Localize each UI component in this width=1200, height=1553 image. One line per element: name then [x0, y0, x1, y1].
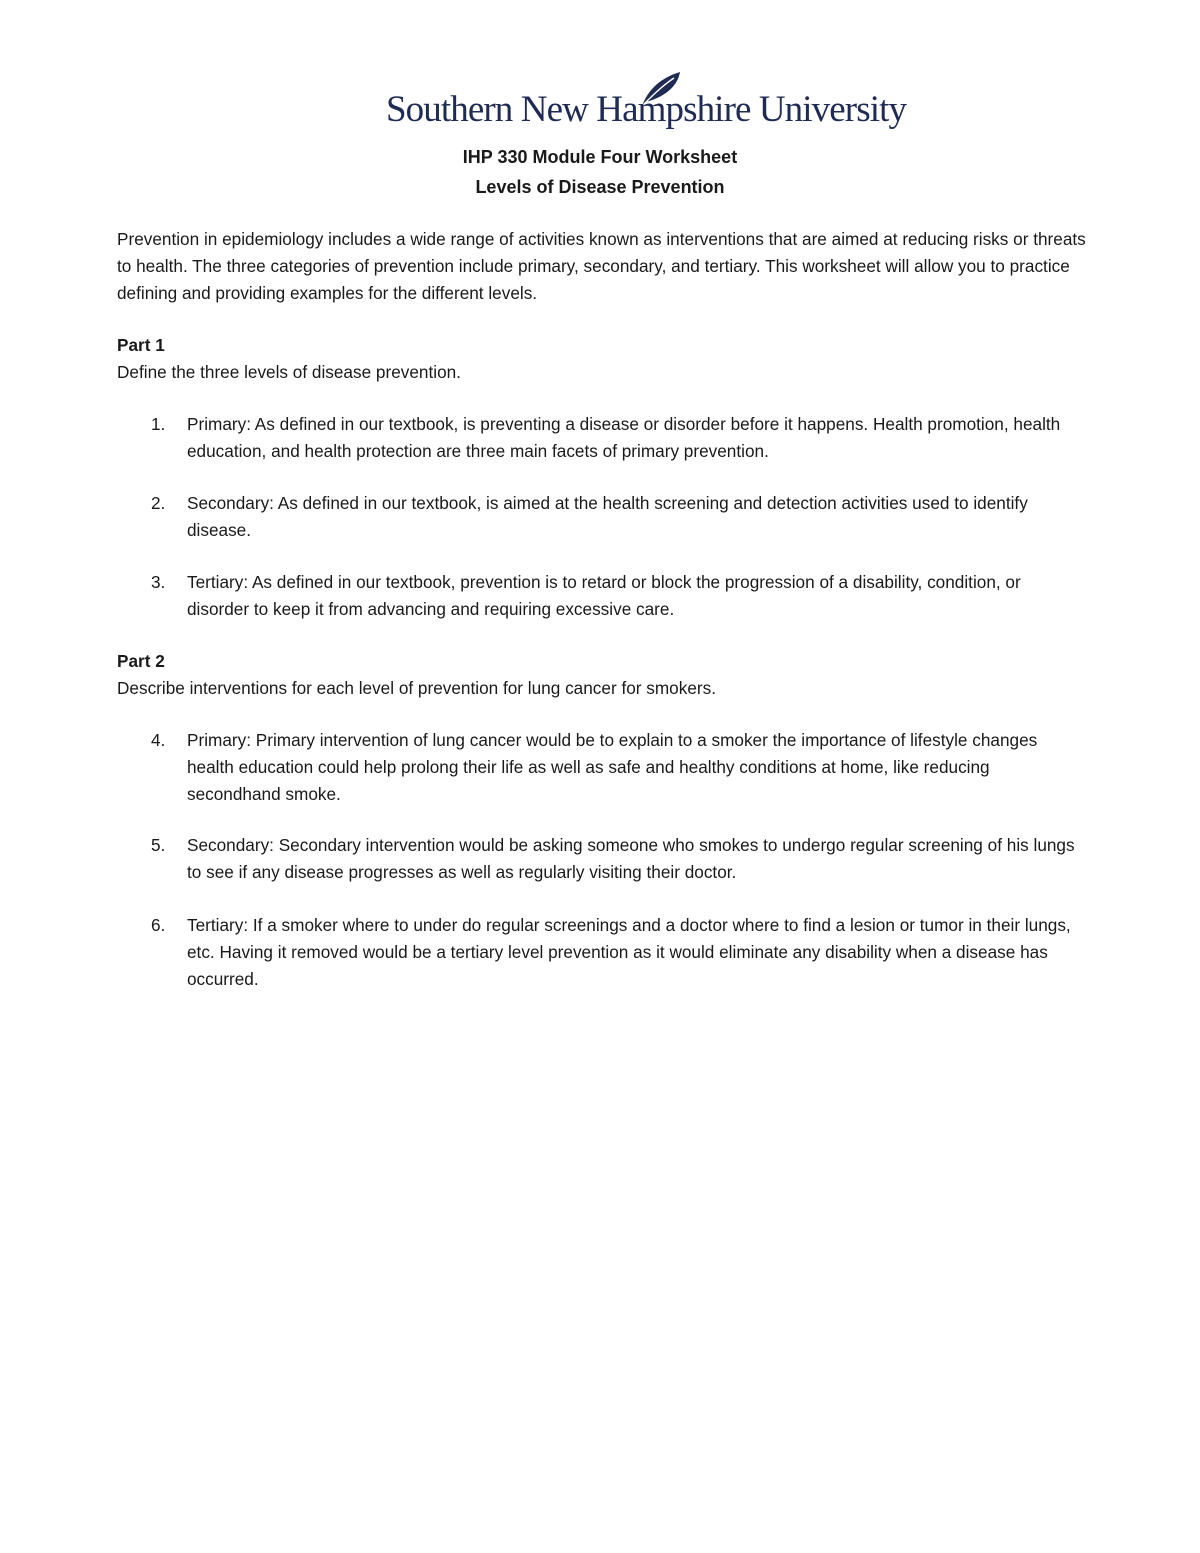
part1-instruction: Define the three levels of disease prevention.: [117, 362, 461, 382]
university-logo: [386, 70, 907, 136]
part1-header-block: [117, 332, 1087, 386]
list-item-number: 4.: [151, 730, 166, 750]
part2-heading: Part 2: [117, 651, 165, 671]
intro-paragraph: Prevention in epidemiology includes a wide range of activities known as interventions that are aimed at reducing risks or threats to health. The three categories of prevention include primary, secondary, and tertiary. This worksheet will allow you to practice defining and providing examples for the different levels.: [117, 229, 1086, 303]
list-item: [117, 912, 1087, 993]
title-block: [0, 142, 1200, 202]
list-item: [117, 490, 1087, 544]
list-item-text: Primary: Primary intervention of lung cancer would be to explain to a smoker the importance of lifestyle changes health education could help prolong their life as well as safe and healthy conditions at home, like reducing secondhand smoke.: [187, 730, 1038, 804]
list-item: [117, 569, 1087, 623]
list-item-number: 2.: [151, 493, 166, 513]
list-item-text: Tertiary: As defined in our textbook, prevention is to retard or block the progression of a disability, condition, or disorder to keep it from advancing and requiring excessive care.: [187, 572, 1021, 619]
part1-heading: Part 1: [117, 335, 165, 355]
list-item-text: Secondary: As defined in our textbook, is aimed at the health screening and detection activities used to identify disease.: [187, 493, 1028, 540]
list-item-text: Tertiary: If a smoker where to under do regular screenings and a doctor where to find a lesion or tumor in their lungs, etc. Having it removed would be a tertiary level prevention as it would eliminate any disability when a disease has occurred.: [187, 915, 1071, 989]
list-item: [117, 411, 1087, 465]
part2-instruction: Describe interventions for each level of prevention for lung cancer for smokers.: [117, 678, 716, 698]
logo-wordmark: Southern New Hampshire University: [386, 89, 907, 130]
list-item-number: 1.: [151, 414, 166, 434]
list-item: [117, 832, 1087, 886]
part2-list: [117, 727, 1087, 808]
list-item-text: Secondary: Secondary intervention would be asking someone who smokes to undergo regular screening of his lungs to see if any disease progresses as well as regularly visiting their doctor.: [187, 835, 1075, 882]
part1-list: [117, 411, 1087, 465]
part2-list: [117, 912, 1087, 993]
list-item-number: 3.: [151, 572, 166, 592]
list-item-text: Primary: As defined in our textbook, is preventing a disease or disorder before it happens. Health promotion, health education, and health protection are three main facets of primary prevention.: [187, 414, 1061, 461]
page-subtitle: Levels of Disease Prevention: [475, 177, 725, 197]
part2-list: [117, 832, 1087, 886]
part1-list: [117, 569, 1087, 623]
part2-header-block: [117, 648, 1087, 702]
part1-list: [117, 490, 1087, 544]
list-item: [117, 727, 1087, 808]
intro-paragraph-block: [117, 226, 1087, 307]
list-item-number: 5.: [151, 835, 166, 855]
list-item-number: 6.: [151, 915, 166, 935]
page-title: IHP 330 Module Four Worksheet: [462, 147, 738, 167]
